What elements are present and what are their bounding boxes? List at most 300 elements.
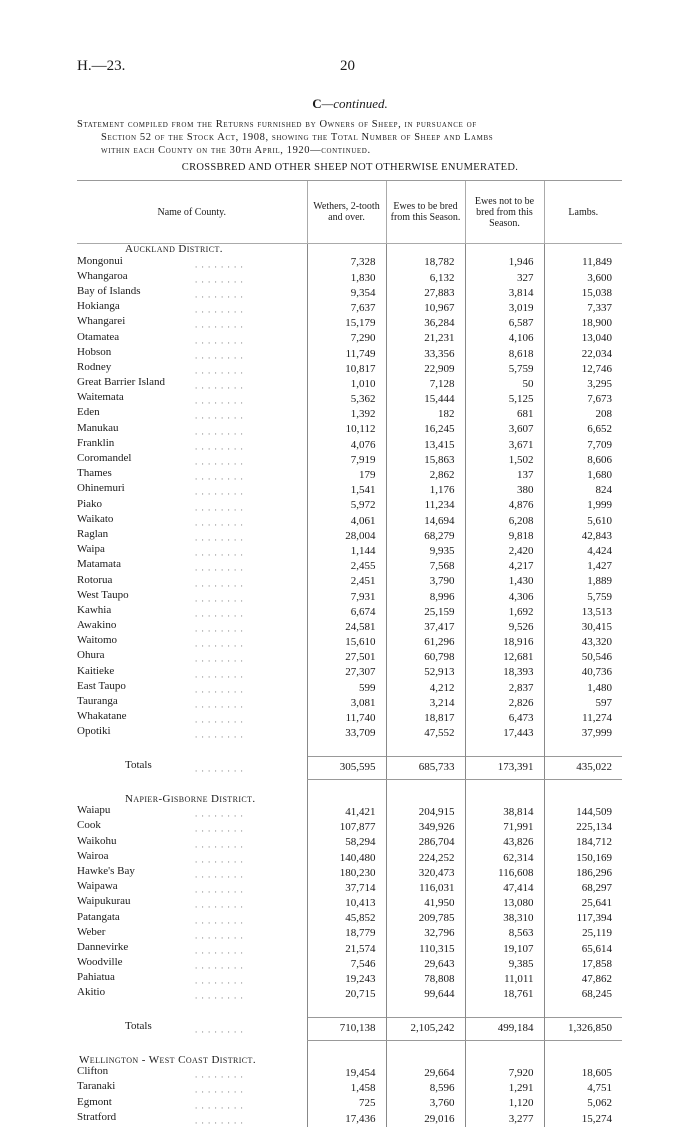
value-cell: 7,290 — [307, 332, 386, 347]
value-cell: 5,759 — [544, 590, 622, 605]
value-cell: 5,362 — [307, 392, 386, 407]
spacer-row — [77, 779, 622, 794]
county-cell — [77, 575, 307, 590]
county-name: Ohinemuri — [77, 483, 125, 495]
county-name: Waikato — [77, 513, 114, 525]
value-cell: 17,436 — [307, 1112, 386, 1127]
county-name: Whangaroa — [77, 270, 128, 282]
table-row — [77, 332, 622, 347]
value-cell: 50,546 — [544, 650, 622, 665]
value-cell: 140,480 — [307, 851, 386, 866]
value-cell: 47,862 — [544, 972, 622, 987]
value-cell: 18,916 — [465, 635, 544, 650]
value-cell: 28,004 — [307, 529, 386, 544]
leader-dots: . . . . . . . . — [195, 930, 244, 941]
totals-label-cell — [77, 756, 307, 779]
table-row — [77, 256, 622, 271]
value-cell: 7,673 — [544, 392, 622, 407]
value-cell: 2,451 — [307, 575, 386, 590]
value-cell: 4,306 — [465, 590, 544, 605]
total-value-cell: 499,184 — [465, 1017, 544, 1040]
county-name: Rotorua — [77, 574, 113, 586]
county-cell — [77, 483, 307, 498]
county-cell — [77, 362, 307, 377]
value-cell: 12,746 — [544, 362, 622, 377]
leader-dots: . . . . . . . . — [195, 426, 244, 437]
county-cell — [77, 1112, 307, 1127]
value-cell: 5,062 — [544, 1097, 622, 1112]
value-cell: 110,315 — [386, 942, 465, 957]
total-value-cell: 1,326,850 — [544, 1017, 622, 1040]
value-cell: 19,243 — [307, 972, 386, 987]
value-cell: 13,513 — [544, 605, 622, 620]
county-cell — [77, 271, 307, 286]
value-cell: 13,040 — [544, 332, 622, 347]
value-cell: 1,458 — [307, 1081, 386, 1096]
county-name: Wairoa — [77, 850, 109, 862]
value-cell: 1,692 — [465, 605, 544, 620]
table-subtitle: CROSSBRED AND OTHER SHEEP NOT OTHERWISE ENUMERATED. — [181, 162, 519, 173]
table-row — [77, 836, 622, 851]
leader-dots: . . . . . . . . — [195, 456, 244, 467]
table-row — [77, 483, 622, 498]
leader-dots: . . . . . . . . — [195, 547, 244, 558]
leader-dots: . . . . . . . . — [195, 578, 244, 589]
column-header-ewes-bred: Ewes to be bred from this Season. — [386, 181, 465, 244]
value-cell: 9,818 — [465, 529, 544, 544]
county-name: Whangarei — [77, 316, 126, 328]
value-cell: 1,946 — [465, 256, 544, 271]
county-cell — [77, 544, 307, 559]
totals-label: Totals — [125, 760, 152, 771]
table-row — [77, 590, 622, 605]
county-name: Woodville — [77, 957, 123, 969]
table-row — [77, 696, 622, 711]
county-cell — [77, 605, 307, 620]
value-cell: 68,297 — [544, 881, 622, 896]
county-name: Manukau — [77, 422, 119, 434]
value-cell: 4,876 — [465, 499, 544, 514]
county-name: Great Barrier Island — [77, 377, 165, 389]
county-name: Piako — [77, 498, 103, 510]
totals-row — [77, 1017, 622, 1040]
county-cell — [77, 377, 307, 392]
value-cell: 2,826 — [465, 696, 544, 711]
value-cell: 32,796 — [386, 927, 465, 942]
value-cell: 11,849 — [544, 256, 622, 271]
table-row — [77, 805, 622, 820]
table-row — [77, 301, 622, 316]
county-name: Hokianga — [77, 301, 120, 313]
totals-row — [77, 756, 622, 779]
value-cell: 27,307 — [307, 666, 386, 681]
total-value-cell: 710,138 — [307, 1017, 386, 1040]
value-cell: 8,596 — [386, 1081, 465, 1096]
value-cell: 179 — [307, 468, 386, 483]
column-header-lambs: Lambs. — [544, 181, 622, 244]
value-cell: 9,354 — [307, 286, 386, 301]
county-name: Hawke's Bay — [77, 865, 135, 877]
value-cell: 182 — [386, 407, 465, 422]
value-cell: 38,310 — [465, 912, 544, 927]
value-cell: 4,106 — [465, 332, 544, 347]
table-row — [77, 1066, 622, 1081]
leader-dots: . . . . . . . . — [195, 654, 244, 665]
value-cell: 18,900 — [544, 316, 622, 331]
total-value-cell: 305,595 — [307, 756, 386, 779]
leader-dots: . . . . . . . . — [195, 1069, 244, 1080]
value-cell: 15,274 — [544, 1112, 622, 1127]
leader-dots: . . . . . . . . — [195, 1085, 244, 1095]
table-row — [77, 635, 622, 650]
value-cell: 22,909 — [386, 362, 465, 377]
value-cell: 1,427 — [544, 559, 622, 574]
value-cell: 225,134 — [544, 820, 622, 835]
county-cell — [77, 407, 307, 422]
county-name: Rodney — [77, 361, 112, 373]
value-cell: 3,277 — [465, 1112, 544, 1127]
value-cell: 7,931 — [307, 590, 386, 605]
value-cell: 7,328 — [307, 256, 386, 271]
sheep-statistics-table — [77, 180, 622, 1127]
county-cell — [77, 696, 307, 711]
county-cell — [77, 499, 307, 514]
county-cell — [77, 836, 307, 851]
value-cell: 22,034 — [544, 347, 622, 362]
value-cell: 6,132 — [386, 271, 465, 286]
value-cell: 599 — [307, 681, 386, 696]
value-cell: 6,674 — [307, 605, 386, 620]
value-cell: 349,926 — [386, 820, 465, 835]
leader-dots: . . . . . . . . — [195, 915, 244, 926]
value-cell: 107,877 — [307, 820, 386, 835]
leader-dots: . . . . . . . . — [195, 623, 244, 634]
value-cell: 3,607 — [465, 423, 544, 438]
leader-dots: . . . . . . . . — [195, 365, 244, 376]
county-cell — [77, 468, 307, 483]
county-cell — [77, 392, 307, 407]
value-cell: 725 — [307, 1097, 386, 1112]
leader-dots: . . . . . . . . — [195, 684, 244, 695]
leader-dots: . . . . . . . . — [195, 593, 244, 604]
value-cell: 1,120 — [465, 1097, 544, 1112]
leader-dots: . . . . . . . . — [195, 960, 244, 971]
value-cell: 209,785 — [386, 912, 465, 927]
county-name: Hobson — [77, 346, 112, 358]
value-cell: 1,680 — [544, 468, 622, 483]
leader-dots: . . . . . . . . — [195, 854, 244, 865]
value-cell: 320,473 — [386, 866, 465, 881]
value-cell: 43,826 — [465, 836, 544, 851]
leader-dots: . . . . . . . . — [195, 669, 244, 680]
value-cell: 7,920 — [465, 1066, 544, 1081]
spacer-row — [77, 742, 622, 757]
value-cell: 3,790 — [386, 575, 465, 590]
table-row — [77, 286, 622, 301]
value-cell: 99,644 — [386, 987, 465, 1002]
value-cell: 3,600 — [544, 271, 622, 286]
value-cell: 681 — [465, 407, 544, 422]
column-header-county: Name of County. — [77, 181, 307, 244]
value-cell: 7,919 — [307, 453, 386, 468]
table-row — [77, 1081, 622, 1096]
table-row — [77, 271, 622, 286]
table-row — [77, 347, 622, 362]
table-body — [77, 244, 622, 1127]
value-cell: 10,413 — [307, 896, 386, 911]
value-cell: 2,420 — [465, 544, 544, 559]
value-cell: 5,759 — [465, 362, 544, 377]
value-cell: 4,751 — [544, 1081, 622, 1096]
value-cell: 8,996 — [386, 590, 465, 605]
county-name: Waitemata — [77, 392, 124, 404]
county-name: Mongonui — [77, 255, 123, 267]
value-cell: 14,694 — [386, 514, 465, 529]
leader-dots: . . . . . . . . — [195, 335, 244, 346]
column-header-ewes-not-bred: Ewes not to be bred from this Season. — [465, 181, 544, 244]
county-name: Awakino — [77, 620, 117, 632]
value-cell: 3,019 — [465, 301, 544, 316]
leader-dots: . . . . . . . . — [195, 411, 244, 422]
county-cell — [77, 987, 307, 1002]
table-row — [77, 957, 622, 972]
value-cell: 47,414 — [465, 881, 544, 896]
county-cell — [77, 666, 307, 681]
county-cell — [77, 711, 307, 726]
section-title — [0, 96, 700, 112]
value-cell: 41,950 — [386, 896, 465, 911]
value-cell: 19,107 — [465, 942, 544, 957]
value-cell: 18,761 — [465, 987, 544, 1002]
county-cell — [77, 681, 307, 696]
county-cell — [77, 942, 307, 957]
value-cell: 43,320 — [544, 635, 622, 650]
value-cell: 1,502 — [465, 453, 544, 468]
county-cell — [77, 301, 307, 316]
value-cell: 8,563 — [465, 927, 544, 942]
value-cell: 9,526 — [465, 620, 544, 635]
value-cell: 7,128 — [386, 377, 465, 392]
county-cell — [77, 559, 307, 574]
table-row — [77, 514, 622, 529]
value-cell: 65,614 — [544, 942, 622, 957]
table-header-row — [77, 181, 622, 244]
value-cell: 40,736 — [544, 666, 622, 681]
county-name: Waipukurau — [77, 896, 131, 908]
value-cell: 15,444 — [386, 392, 465, 407]
value-cell: 3,814 — [465, 286, 544, 301]
value-cell: 11,011 — [465, 972, 544, 987]
statement-line-3: within each County on the 30th April, 1920—continued. — [101, 145, 371, 156]
value-cell: 7,709 — [544, 438, 622, 453]
table-row — [77, 392, 622, 407]
value-cell: 224,252 — [386, 851, 465, 866]
value-cell: 6,473 — [465, 711, 544, 726]
county-cell — [77, 912, 307, 927]
leader-dots: . . . . . . . . — [195, 441, 244, 452]
district-header-row — [77, 794, 622, 806]
value-cell: 327 — [465, 271, 544, 286]
county-name: Stratford — [77, 1111, 117, 1123]
table-row — [77, 650, 622, 665]
value-cell: 144,509 — [544, 805, 622, 820]
value-cell: 9,935 — [386, 544, 465, 559]
value-cell: 3,295 — [544, 377, 622, 392]
county-name: Bay of Islands — [77, 285, 141, 297]
value-cell: 180,230 — [307, 866, 386, 881]
value-cell: 68,245 — [544, 987, 622, 1002]
leader-dots: . . . . . . . . — [195, 975, 244, 986]
county-cell — [77, 514, 307, 529]
column-header-wethers: Wethers, 2-tooth and over. — [307, 181, 386, 244]
value-cell: 597 — [544, 696, 622, 711]
district-header-row — [77, 244, 622, 256]
table-row — [77, 407, 622, 422]
value-cell: 29,643 — [386, 957, 465, 972]
county-name: Waipawa — [77, 881, 118, 893]
value-cell: 184,712 — [544, 836, 622, 851]
section-suffix: —continued. — [321, 96, 388, 111]
table-row — [77, 499, 622, 514]
value-cell: 42,843 — [544, 529, 622, 544]
county-cell — [77, 286, 307, 301]
value-cell: 286,704 — [386, 836, 465, 851]
value-cell: 68,279 — [386, 529, 465, 544]
table-row — [77, 972, 622, 987]
table-row — [77, 423, 622, 438]
table-row — [77, 666, 622, 681]
leader-dots: . . . . . . . . — [195, 730, 244, 740]
leader-dots: . . . . . . . . — [195, 945, 244, 956]
table-row — [77, 605, 622, 620]
value-cell: 29,016 — [386, 1112, 465, 1127]
leader-dots: . . . . . . . . — [195, 304, 244, 315]
county-name: Thames — [77, 468, 112, 480]
county-name: Waiapu — [77, 805, 111, 817]
leader-dots: . . . . . . . . — [195, 274, 244, 285]
leader-dots: . . . . . . . . — [195, 532, 244, 543]
value-cell: 186,296 — [544, 866, 622, 881]
value-cell: 27,501 — [307, 650, 386, 665]
county-cell — [77, 1066, 307, 1081]
county-name: Egmont — [77, 1096, 112, 1108]
value-cell: 1,291 — [465, 1081, 544, 1096]
value-cell: 50 — [465, 377, 544, 392]
value-cell: 36,284 — [386, 316, 465, 331]
table-row — [77, 927, 622, 942]
leader-dots: . . . . . . . . — [195, 259, 244, 270]
totals-label: Totals — [125, 1021, 152, 1033]
leader-dots: . . . . . . . . — [195, 471, 244, 482]
county-cell — [77, 896, 307, 911]
county-name: Raglan — [77, 528, 109, 540]
value-cell: 11,274 — [544, 711, 622, 726]
value-cell: 18,393 — [465, 666, 544, 681]
value-cell: 13,415 — [386, 438, 465, 453]
county-name: Whakatane — [77, 711, 127, 723]
value-cell: 1,176 — [386, 483, 465, 498]
county-cell — [77, 1081, 307, 1096]
value-cell: 18,605 — [544, 1066, 622, 1081]
value-cell: 38,814 — [465, 805, 544, 820]
value-cell: 5,610 — [544, 514, 622, 529]
value-cell: 4,076 — [307, 438, 386, 453]
county-name: Franklin — [77, 437, 115, 449]
value-cell: 1,430 — [465, 575, 544, 590]
county-cell — [77, 438, 307, 453]
value-cell: 204,915 — [386, 805, 465, 820]
leader-dots: . . . . . . . . — [195, 869, 244, 880]
county-name: Waikohu — [77, 835, 117, 847]
value-cell: 30,415 — [544, 620, 622, 635]
total-value-cell: 685,733 — [386, 756, 465, 779]
county-cell — [77, 957, 307, 972]
table-row — [77, 820, 622, 835]
county-name: Weber — [77, 926, 106, 938]
leader-dots: . . . . . . . . — [195, 899, 244, 910]
table-row — [77, 438, 622, 453]
district-name: Auckland District. — [125, 243, 223, 255]
value-cell: 6,208 — [465, 514, 544, 529]
value-cell: 5,972 — [307, 499, 386, 514]
value-cell: 1,889 — [544, 575, 622, 590]
statement-line-2: Section 52 of the Stock Act, 1908, showing the Total Number of Sheep and Lambs — [101, 132, 494, 143]
leader-dots: . . . . . . . . — [195, 823, 244, 834]
county-name: Clifton — [77, 1066, 109, 1078]
value-cell: 25,119 — [544, 927, 622, 942]
leader-dots: . . . . . . . . — [195, 884, 244, 895]
value-cell: 1,541 — [307, 483, 386, 498]
value-cell: 17,443 — [465, 726, 544, 741]
leader-dots: . . . . . . . . — [195, 839, 244, 850]
spacer-row — [77, 1040, 622, 1055]
value-cell: 21,574 — [307, 942, 386, 957]
table-row — [77, 362, 622, 377]
value-cell: 47,552 — [386, 726, 465, 741]
leader-dots: . . . . . . . . — [195, 1024, 244, 1035]
county-name: West Taupo — [77, 589, 129, 601]
county-cell — [77, 316, 307, 331]
leader-dots: . . . . . . . . — [195, 608, 244, 619]
county-name: Tauranga — [77, 696, 118, 708]
value-cell: 60,798 — [386, 650, 465, 665]
value-cell: 33,356 — [386, 347, 465, 362]
county-name: Matamata — [77, 559, 121, 571]
table-row — [77, 453, 622, 468]
value-cell: 7,546 — [307, 957, 386, 972]
leader-dots: . . . . . . . . — [195, 395, 244, 406]
leader-dots: . . . . . . . . — [195, 991, 244, 1002]
county-name: East Taupo — [77, 680, 126, 692]
value-cell: 8,606 — [544, 453, 622, 468]
value-cell: 10,112 — [307, 423, 386, 438]
county-cell — [77, 1097, 307, 1112]
value-cell: 6,652 — [544, 423, 622, 438]
leader-dots: . . . . . . . . — [195, 319, 244, 330]
value-cell: 4,217 — [465, 559, 544, 574]
value-cell: 18,779 — [307, 927, 386, 942]
value-cell: 19,454 — [307, 1066, 386, 1081]
value-cell: 116,031 — [386, 881, 465, 896]
value-cell: 5,125 — [465, 392, 544, 407]
document-reference: H.—23. — [77, 58, 126, 74]
value-cell: 150,169 — [544, 851, 622, 866]
total-value-cell: 435,022 — [544, 756, 622, 779]
county-cell — [77, 529, 307, 544]
value-cell: 4,212 — [386, 681, 465, 696]
leader-dots: . . . . . . . . — [195, 638, 244, 649]
table-row — [77, 896, 622, 911]
